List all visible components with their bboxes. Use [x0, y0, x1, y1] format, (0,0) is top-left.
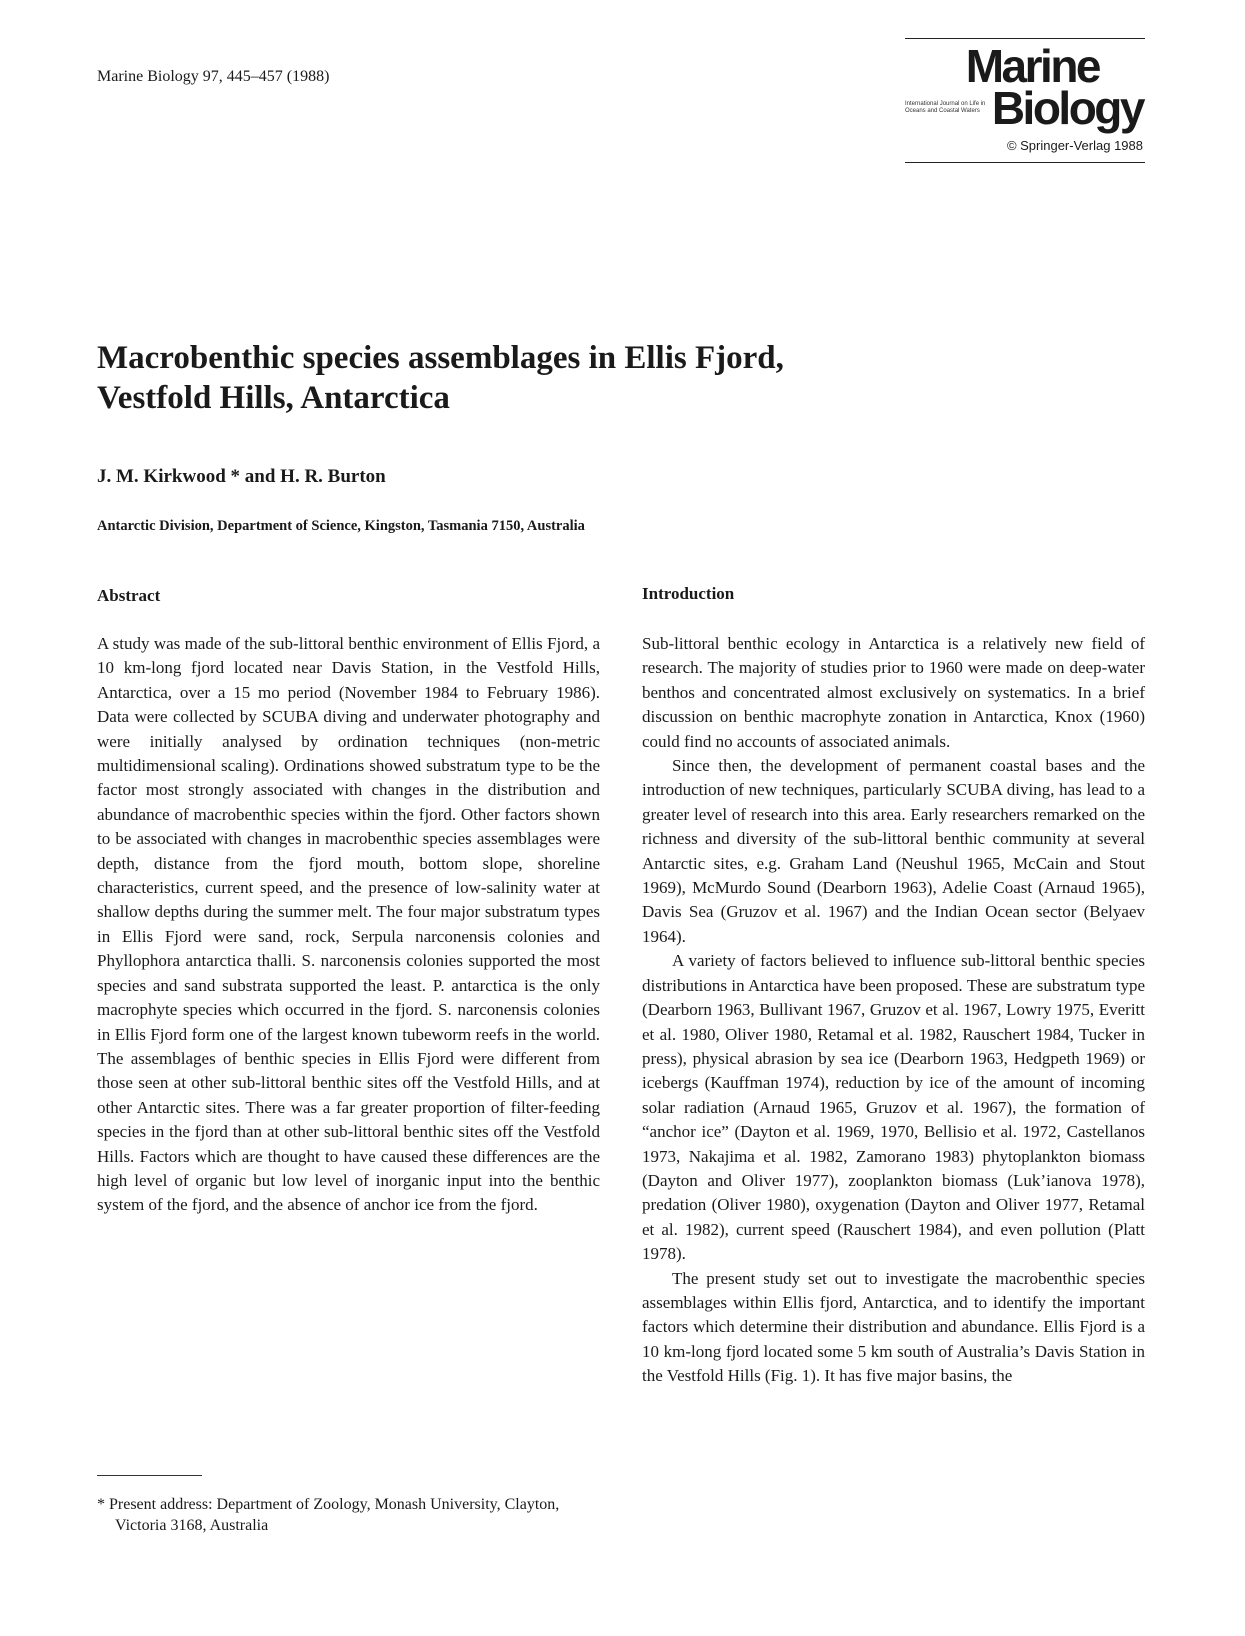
- introduction-body: [642, 632, 1145, 1389]
- abstract-heading: Abstract: [97, 586, 161, 605]
- logo-word-biology: Biology: [991, 82, 1143, 134]
- introduction-paragraph-3: A variety of factors believed to influence sub-littoral benthic species distributions in Antarctica have been proposed. These are substratum type (Dearborn 1963, Bullivant 1967, Gruzov et al. 1967, Lowry 1975, Everitt et al. 1980, Oliver 1980, Retamal et al. 1982, Rauschert 1984, Tucker in press), physical abrasion by sea ice (Dearborn 1963, Hedgpeth 1969) or icebergs (Kauffman 1974), reduction by ice of the amount of incoming solar radiation (Arnaud 1965, Gruzov et al. 1967), the formation of “anchor ice” (Dayton et al. 1969, 1970, Bellisio et al. 1972, Castellanos 1973, Nakajima et al. 1982, Zamorano 1983) phytoplankton biomass (Dayton and Oliver 1977), zooplankton biomass (Luk’ianova 1978), predation (Oliver 1980), oxygenation (Dayton and Oliver 1977, Retamal et al. 1982), current speed (Rauschert 1984), and even pollution (Platt 1978).: [642, 951, 1145, 1264]
- abstract-body: [97, 632, 600, 1218]
- introduction-paragraph-1: Sub-littoral benthic ecology in Antarctica is a relatively new field of research. The majority of studies prior to 1960 were made on deep-water benthos and concentrated almost exclusively on systematics. In a brief discussion on benthic macrophyte zonation in Antarctica, Knox (1960) could find no accounts of associated animals.: [642, 634, 1145, 751]
- logo-tagline: International Journal on Life in Oceans and Coastal Waters: [905, 101, 986, 114]
- author-footnote: * Present address: Department of Zoology, Monash University, Clayton, Victoria 3168, Australia: [97, 1496, 560, 1534]
- introduction-paragraph-2: Since then, the development of permanent coastal bases and the introduction of new techniques, particularly SCUBA diving, has lead to a greater level of research into this area. Early researchers remarked on the richness and diversity of the sub-littoral benthic community at several Antarctic sites, e.g. Graham Land (Neushul 1965, McCain and Stout 1969), McMurdo Sound (Dearborn 1963), Adelie Coast (Arnaud 1965), Davis Sea (Gruzov et al. 1967) and the Indian Ocean sector (Belyaev 1964).: [642, 756, 1145, 946]
- author-affiliation: Antarctic Division, Department of Science, Kingston, Tasmania 7150, Australia: [97, 518, 585, 534]
- introduction-paragraph-4: The present study set out to investigate the macrobenthic species assemblages within Ellis fjord, Antarctica, and to identify the important factors which determine their distribution and abundance. Ellis Fjord is a 10 km-long fjord located some 5 km south of Australia’s Davis Station in the Vestfold Hills (Fig. 1). It has five major basins, the: [642, 1268, 1145, 1386]
- running-head-citation: Marine Biology 97, 445–457 (1988): [97, 68, 330, 85]
- logo-word-marine: Marine: [965, 40, 1099, 92]
- abstract-paragraph: A study was made of the sub-littoral benthic environment of Ellis Fjord, a 10 km-long fjord located near Davis Station, in the Vestfold Hills, Antarctica, over a 15 mo period (November 1984 to February 1986). Data were collected by SCUBA diving and underwater photography and were initially analysed by ordination techniques (non-metric multidimensional scaling). Ordinations showed substratum type to be the factor most strongly associated with changes in the distribution and abundance of macrobenthic species within the fjord. Other factors shown to be associated with changes in macrobenthic species assemblages were depth, distance from the fjord mouth, bottom slope, shoreline characteristics, current speed, and the presence of low-salinity water at shallow depths during the summer melt. The four major substratum types in Ellis Fjord were sand, rock, Serpula narconensis colonies and Phyllophora antarctica thalli. S. narconensis colonies supported the most species and sand substrata supported the least. P. antarctica is the only macrophyte species which occurred in the fjord. S. narconensis colonies in Ellis Fjord form one of the largest known tubeworm reefs in the world. The assemblages of benthic species in Ellis Fjord were different from those seen at other sub-littoral benthic sites off the Vestfold Hills, and at other Antarctic sites. There was a far greater proportion of filter-feeding species in the fjord than at other sub-littoral benthic sites off the Vestfold Hills. Factors which are thought to have caused these differences are the high level of organic but low level of inorganic input into the benthic system of the fjord, and the absence of anchor ice from the fjord.: [97, 634, 600, 1215]
- journal-logo: [905, 38, 1145, 163]
- author-list: J. M. Kirkwood * and H. R. Burton: [97, 466, 386, 487]
- copyright-notice: © Springer-Verlag 1988: [1006, 138, 1143, 153]
- article-title: Macrobenthic species assemblages in Ellis Fjord, Vestfold Hills, Antarctica: [97, 340, 784, 416]
- footnote-divider: [97, 1475, 202, 1476]
- introduction-heading: Introduction: [642, 584, 735, 603]
